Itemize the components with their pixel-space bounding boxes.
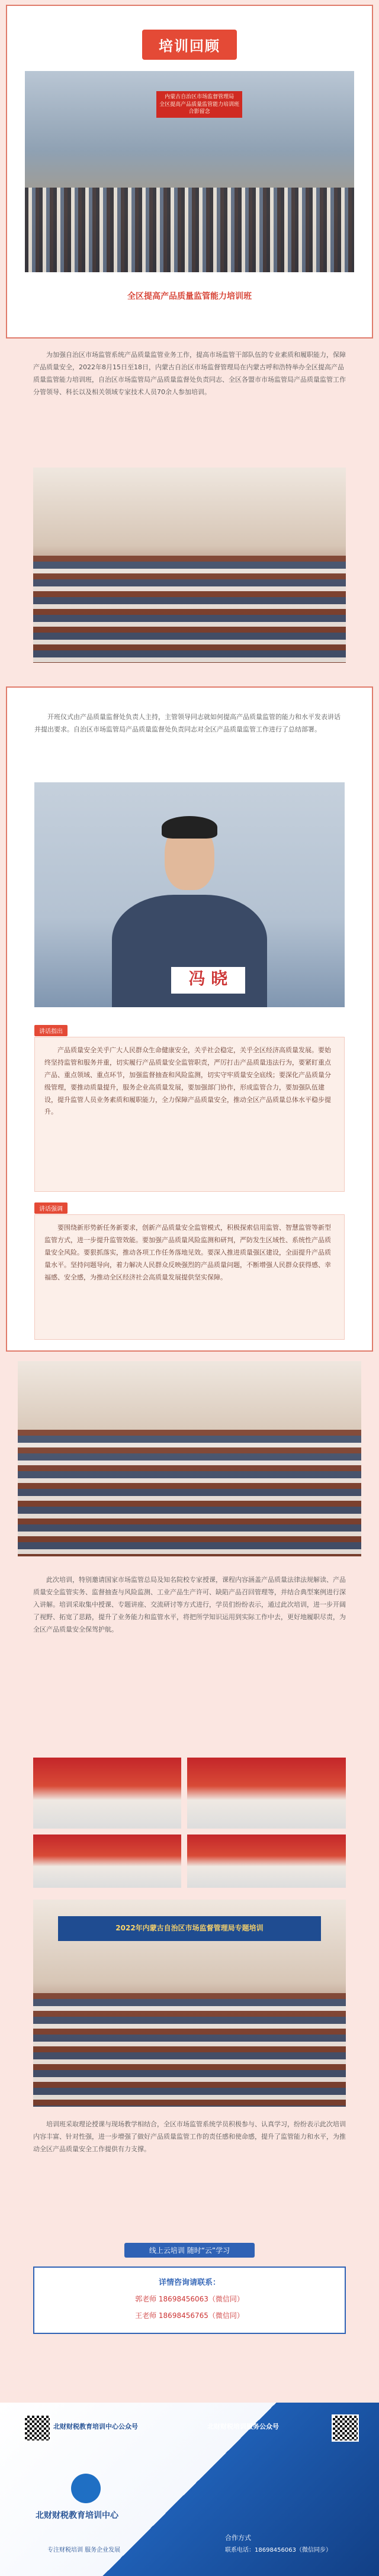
contact-heading: 详情咨询请联系： [158, 2278, 220, 2287]
qr-code-left[interactable] [24, 2414, 51, 2442]
org-logo-icon [71, 2474, 101, 2503]
footer-contact-value[interactable]: 联系电话：18698456063（微信同步） [225, 2547, 332, 2554]
header-frame [6, 5, 373, 338]
stage-screen: 2022年内蒙古自治区市场监督管理局专题培训 [58, 1916, 321, 1941]
contact-person-2[interactable]: 王老师 18698456765（微信同） [135, 2311, 244, 2320]
section1-text: 产品质量安全关乎广大人民群众生命健康安全，关乎社会稳定，关乎全区经济高质量发展。要始终坚持监管和服务并重，切实履行产品质量安全监管职责，严厉打击产品质量违法行为，要紧盯重点产品、重点领域、重点环节，加强监督抽查和风险监测，切实守牢质量安全底线；要深化产品质量分级管理，要推动质量提升，服务企业高质量发展，要加强部门协作，形成监管合力，要加强队伍建设，提升监管人员业务素质和履职能力，全力保障产品质量安全，推动全区产品质量总体水平稳步提升。 [44, 1046, 331, 1116]
footer [0, 2403, 379, 2576]
qr-code-right[interactable] [332, 2414, 359, 2442]
group-photo[interactable] [25, 71, 354, 272]
lecture-photo-4[interactable] [187, 1835, 346, 1888]
contact-person-1[interactable]: 郭老师 18698456063（微信同） [135, 2295, 244, 2303]
section2-box [34, 1214, 345, 1340]
crowd [25, 188, 354, 272]
lecture-photo-2[interactable] [187, 1758, 346, 1829]
contact-box [33, 2267, 346, 2334]
audience [33, 556, 346, 663]
org-name: 北财财税教育培训中心 [36, 2511, 118, 2520]
middle-frame [6, 686, 373, 1352]
classroom-photo-1[interactable] [33, 468, 346, 663]
section2-text: 要围绕新形势新任务新要求，创新产品质量安全监管模式，积极探索信用监管、智慧监管等新型监管方式，进一步提升监管效能。要加强产品质量风险监测和研判，严防发生区域性、系统性产品质量安全风险。要狠抓落实，推动各项工作任务落地见效。要深入推进质量强区建设，全面提升产品质量水平。坚持问题导向，着力解决人民群众反映强烈的产品质量问题，不断增强人民群众获得感、幸福感、安全感，为推动全区经济社会高质量发展提供坚实保障。 [44, 1224, 331, 1281]
intro-paragraph: 为加强自治区市场监管系统产品质量监管业务工作，提高市场监管干部队伍的专业素质和履职能力，保障产品质量安全，2022年8月15日至18日，内蒙古自治区市场监督管理局在内蒙古呼和浩特举办全区提高产品质量监管能力培训班，自治区市场监管局产品质量监督处负责同志、全区各盟市市场监管局产品质量监管工作分管领导、科长以及相关领域专家技术人员70余人参加培训。 [33, 351, 346, 396]
training-paragraph: 此次培训，特别邀请国家市场监管总局及知名院校专家授课，课程内容涵盖产品质量法律法规解读、产品质量安全监管实务、监督抽查与风险监测、工业产品生产许可、缺陷产品召回管理等，并结合典型案例进行深入讲解。培训采取集中授课、专题讲座、交流研讨等方式进行，学员们纷纷表示，通过此次培训，进一步开阔了视野、拓宽了思路，提升了业务能力和监管水平，将把所学知识运用到实际工作中去，更好地履职尽责，为全区产品质量安全保驾护航。 [33, 1576, 346, 1633]
footer-left-title: 北财财税教育培训中心公众号 [53, 2423, 138, 2430]
section-badge: 培训回顾 [142, 30, 237, 60]
section2-tag: 讲话强调 [34, 1202, 68, 1214]
name-card: 冯 晓 [171, 967, 246, 994]
section1-tag: 讲话指出 [34, 1025, 68, 1036]
contact-banner: 线上云培训 随时“云”学习 [124, 2243, 255, 2258]
photo-caption: 全区提高产品质量监管能力培训班 [127, 292, 252, 301]
section1-box [34, 1037, 345, 1192]
speaker-photo[interactable] [34, 782, 345, 1007]
footer-contact-label: 合作方式 [225, 2534, 251, 2542]
audience [33, 1993, 346, 2107]
opening-paragraph: 开班仪式由产品质量监督处负责人主持，主管领导同志就如何提高产品质量监管的能力和水平发表讲话并提出要求。自治区市场监管局产品质量监督处负责同志对全区产品质量监管工作进行了总结部署。 [34, 713, 341, 733]
audience [18, 1430, 361, 1557]
speaker-hair [162, 816, 217, 839]
auditorium-photo[interactable] [33, 1900, 346, 2107]
closing-paragraph: 培训班采取理论授课与现场教学相结合，全区市场监管系统学员积极参与、认真学习，纷纷表示此次培训内容丰富、针对性强，进一步增强了做好产品质量监管工作的责任感和使命感，提升了监管能力和水平，为推动全区产品质量安全工作提供有力支撑。 [33, 2120, 346, 2153]
footer-right-title: 北财财税培训服务公众号 [207, 2423, 279, 2430]
org-slogan: 专注财税培训 服务企业发展 [47, 2547, 121, 2554]
photo-banner: 内蒙古自治区市场监督管理局 全区提高产品质量监管能力培训班 合影留念 [156, 91, 242, 118]
lecture-photo-1[interactable] [33, 1758, 181, 1829]
classroom-photo-2[interactable] [18, 1361, 361, 1556]
lecture-photo-3[interactable] [33, 1835, 181, 1888]
